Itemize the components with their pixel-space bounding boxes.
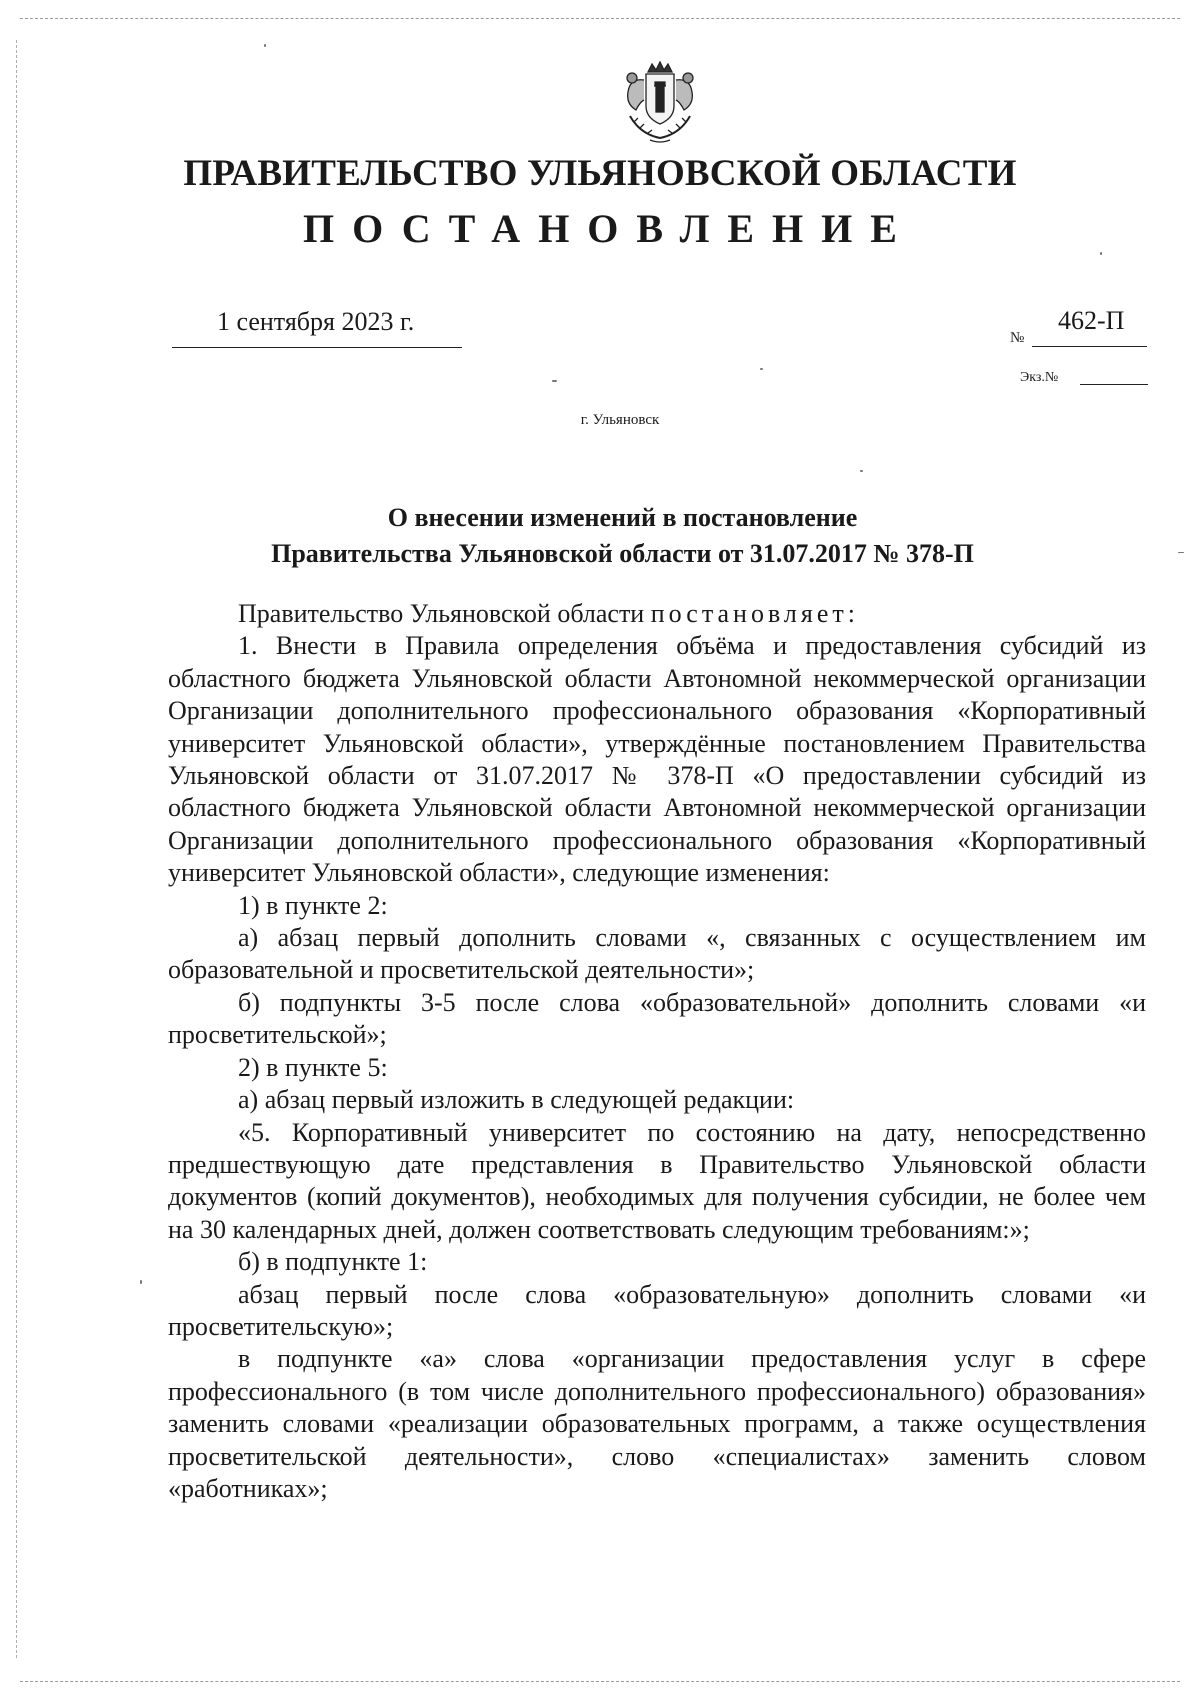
organization-title: ПРАВИТЕЛЬСТВО УЛЬЯНОВСКОЙ ОБЛАСТИ: [183, 153, 1017, 194]
scan-edge-bottom: [20, 1681, 1180, 1682]
subject-line-1: О внесении изменений в постановление: [387, 503, 858, 532]
body-paragraph: а) абзац первый изложить в следующей редакции:: [238, 1085, 795, 1115]
scan-speck: [1178, 552, 1184, 553]
body-paragraph: 1) в пункте 2:: [238, 890, 388, 920]
body-paragraph: б) в подпункте 1:: [238, 1247, 428, 1277]
subject-line-2: Правительства Ульяновской области от 31.07.2017 № 378-П: [271, 539, 974, 568]
document-number: 462-П: [1058, 306, 1125, 335]
body-paragraph: а) абзац первый дополнить словами «, связанных с осуществлением им образовательной и просветительской деятельности»;: [168, 923, 1146, 985]
document-date: 1 сентября 2023 г.: [217, 307, 415, 336]
body-paragraph: «5. Корпоративный университет по состоянию на дату, непосредственно предшествующую дате представления в Правительство Ульяновской области документов (копий документов), необходимых для получения субсидии, не более чем на 30 календарных дней, должен соответствовать следующим требованиям:»;: [168, 1117, 1146, 1244]
body-paragraph: б) подпункты 3-5 после слова «образовательной» дополнить словами «и просветительской»;: [168, 987, 1146, 1050]
body-paragraph: 1. Внести в Правила определения объёма и предоставления субсидий из областного бюджета Ульяновской области Автономной некоммерческой организации Организации дополнительного профессионального образования «Корпоративный университет Ульяновской области», утверждённые постановлением Правительства Ульяновской области от 31.07.2017 № 378-П «О предоставлении субсидий из областного бюджета Ульяновской области Автономной некоммерческой организации Организации дополнительного профессионального образования «Корпоративный университет Ульяновской области», следующие изменения:: [168, 631, 1146, 888]
scan-speck: [860, 470, 863, 472]
scan-speck: [1100, 252, 1102, 255]
number-sign: №: [1010, 330, 1025, 346]
document-body: [168, 598, 1146, 1505]
copy-number-underline: [1080, 384, 1148, 385]
scan-speck: [140, 1280, 142, 1284]
document-subject: [0, 500, 1200, 572]
scan-speck: [264, 44, 266, 47]
scan-edge-left: [16, 40, 17, 1658]
copy-number-label: Экз.№: [1020, 370, 1059, 385]
preamble-verb: постановляет: [650, 599, 848, 628]
number-underline: [1032, 346, 1147, 347]
date-underline: [172, 347, 462, 348]
scan-edge-top: [20, 18, 1180, 19]
scan-speck: [552, 380, 557, 382]
body-paragraph: в подпункте «а» слова «организации предоставления услуг в сфере профессионального (в том числе дополнительного профессионального) образования» заменить словами «реализации образовательных программ, а также осуществления просветительской деятельности», слово «специалистах» заменить словом «работниках»;: [168, 1344, 1146, 1503]
city: г. Ульяновск: [580, 412, 660, 428]
body-paragraph: абзац первый после слова «образовательную» дополнить словами «и просветительскую»;: [168, 1279, 1146, 1341]
coat-of-arms-icon: [610, 58, 710, 148]
document-type: ПОСТАНОВЛЕНИЕ: [303, 206, 915, 251]
scan-speck: [760, 368, 763, 370]
body-paragraph: 2) в пункте 5:: [238, 1052, 388, 1082]
preamble: Правительство Ульяновской области постановляет:: [238, 599, 855, 628]
